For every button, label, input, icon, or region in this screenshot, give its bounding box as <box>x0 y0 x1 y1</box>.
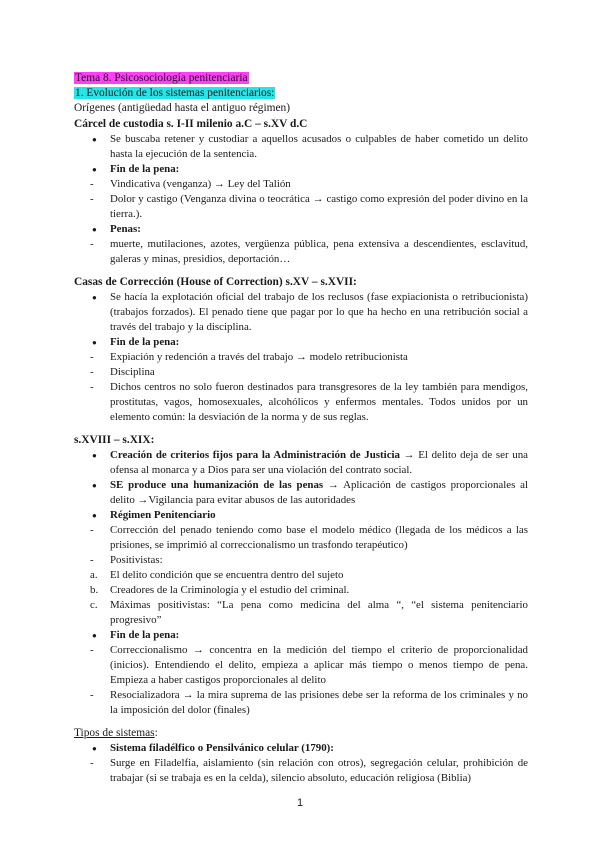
section1-penas1: muerte, mutilaciones, azotes, vergüenza pública, pena extensiva a descendientes, esclavitud, galeras y minas, presidios, deportación… <box>110 237 528 265</box>
section2-bullet1: Se hacía la explotación oficial del trabajo de los reclusos (fase expiacionista o retribucionista) (trabajos forzados). El penado tiene que pagar por lo que ha hecho en una retribución social a través del trabajo y la disciplina. <box>110 291 528 334</box>
section2-fin-heading: Fin de la pena: <box>110 336 180 349</box>
bullet-dot-icon: ● <box>92 224 97 234</box>
list-item <box>74 132 528 162</box>
section4-heading-colon: : <box>154 727 158 740</box>
dash-marker: - <box>90 177 94 190</box>
bullet-dot-icon: ● <box>92 293 97 303</box>
section4-heading <box>74 726 528 741</box>
list-item <box>74 350 528 365</box>
section3-d2: Positivistas: <box>110 554 163 567</box>
section3-b2-bold: SE produce una humanización de las penas <box>110 479 324 492</box>
section3-heading: s.XVIII – s.XIX: <box>74 434 155 447</box>
dash-marker: - <box>90 644 94 657</box>
list-item <box>74 162 528 177</box>
section3-b3: Régimen Penitenciario <box>110 509 216 522</box>
list-item <box>74 568 528 583</box>
section3-fin2: Resocializadora → la mira suprema de las prisiones debe ser la reforma de los criminales y no la imposición del dolor (finales) <box>110 689 528 717</box>
dash-marker: - <box>90 689 94 702</box>
subtitle-highlight: 1. Evolución de los sistemas penitenciarios: <box>75 87 275 100</box>
section3-a: El delito condición que se encuentra dentro del sujeto <box>110 569 344 582</box>
section3-b2-rest: → Aplicación de castigos proporcionales al delito →Vigilancia para evitar abusos de las autoridades <box>110 479 528 507</box>
section3-b: Creadores de la Criminología y el estudio del criminal. <box>110 584 350 597</box>
section3-d1: Corrección del penado teniendo como base el modelo médico (llegada de los médicos a las prisiones, se imprimió al correccionalismo un trasfondo terapéutico) <box>110 524 528 552</box>
section2-heading: Casas de Corrección (House of Correction) s.XV – s.XVII: <box>74 275 357 288</box>
list-item <box>74 583 528 598</box>
section3-fin1: Correccionalismo → concentra en la medición del tiempo el criterio de proporcionalidad (inicios). Entendiendo el delito, empieza a aplicar más tiempo o menos tiempo de pena. Empieza a haber castigos proporcionales al delito <box>110 644 528 687</box>
list-item <box>74 335 528 350</box>
section3-b1-bold: Creación de criterios fijos para la Administración de Justicia <box>110 449 400 462</box>
bullet-dot-icon: ● <box>92 164 97 174</box>
section2-fin1: Expiación y redención a través del trabajo → modelo retribucionista <box>110 351 408 364</box>
title-highlight: Tema 8. Psicosociología penitenciaria <box>75 72 248 84</box>
bullet-dot-icon: ● <box>92 451 97 461</box>
list-item <box>74 365 528 380</box>
list-item <box>74 598 528 628</box>
bullet-dot-icon: ● <box>92 481 97 491</box>
section4-heading-text: Tipos de sistemas <box>74 727 155 740</box>
list-item <box>74 628 528 643</box>
dash-marker: - <box>90 524 94 537</box>
section2-fin3: Dichos centros no solo fueron destinados para transgresores de la ley también para mendigos, prostitutas, vagos, homosexuales, alcohólicos y enfermos mentales. Todos unidos por un elemento común: la desviación de la norma y de sus reglas. <box>110 381 528 424</box>
dash-marker: - <box>90 757 94 770</box>
bullet-dot-icon: ● <box>92 338 97 348</box>
bullet-dot-icon: ● <box>92 511 97 521</box>
section3-bullet2 <box>110 478 528 508</box>
section4-d1: Surge en Filadelfia, aislamiento (sin relación con otros), segregación celular, prohibición de trabajar (si se trabaja es en la celda), silencio absoluto, educación religiosa (Biblia) <box>110 757 528 785</box>
section4-b1: Sistema filadélfico o Pensilvánico celular (1790): <box>110 742 334 755</box>
alpha-marker: b. <box>90 584 99 597</box>
list-item <box>74 192 528 222</box>
dash-marker: - <box>90 366 94 379</box>
document-title <box>74 71 528 86</box>
alpha-marker: c. <box>90 599 98 612</box>
section1-penas-heading: Penas: <box>110 222 141 235</box>
alpha-marker: a. <box>90 569 98 582</box>
section1-bullet1: Se buscaba retener y custodiar a aquellos acusados o culpables de haber cometido un delito hasta la ejecución de la sentencia. <box>110 132 528 160</box>
page-number: 1 <box>296 797 304 809</box>
list-item <box>74 688 528 718</box>
bullet-dot-icon: ● <box>92 631 97 641</box>
list-item <box>74 380 528 425</box>
dash-marker: - <box>90 351 94 364</box>
dash-marker: - <box>90 554 94 567</box>
list-item <box>74 222 528 237</box>
origins-line: Orígenes (antigüedad hasta el antiguo régimen) <box>74 102 291 115</box>
list-item <box>74 448 528 478</box>
bullet-dot-icon: ● <box>92 134 97 144</box>
dash-marker: - <box>90 192 94 205</box>
section3-c: Máximas positivistas: “La pena como medicina del alma “, “el sistema penitenciario progresivo” <box>110 599 528 627</box>
section-subtitle <box>74 86 528 101</box>
section2-fin2: Disciplina <box>110 366 155 379</box>
dash-marker: - <box>90 237 94 250</box>
section3-b1-rest: → El delito deja de ser una ofensa al monarca y a Dios para ser una violación del contrato social. <box>110 449 528 477</box>
list-item <box>74 478 528 508</box>
bullet-dot-icon: ● <box>92 744 97 754</box>
section1-fin2: Dolor y castigo (Venganza divina o teocrática → castigo como expresión del poder divino en la tierra.). <box>110 192 528 220</box>
list-item <box>74 741 528 756</box>
section3-fin-heading: Fin de la pena: <box>110 629 180 642</box>
section1-heading: Cárcel de custodia s. I-II milenio a.C – s.XV d.C <box>74 117 308 130</box>
list-item <box>74 643 528 688</box>
list-item <box>74 523 528 553</box>
section1-fin-heading: Fin de la pena: <box>110 162 180 175</box>
list-item <box>74 177 528 192</box>
list-item <box>74 290 528 335</box>
list-item <box>74 756 528 786</box>
list-item <box>74 553 528 568</box>
list-item <box>74 508 528 523</box>
section1-fin1: Vindicativa (venganza) → Ley del Talión <box>110 177 291 190</box>
list-item <box>74 237 528 267</box>
section3-bullet1 <box>110 448 528 478</box>
dash-marker: - <box>90 381 94 394</box>
